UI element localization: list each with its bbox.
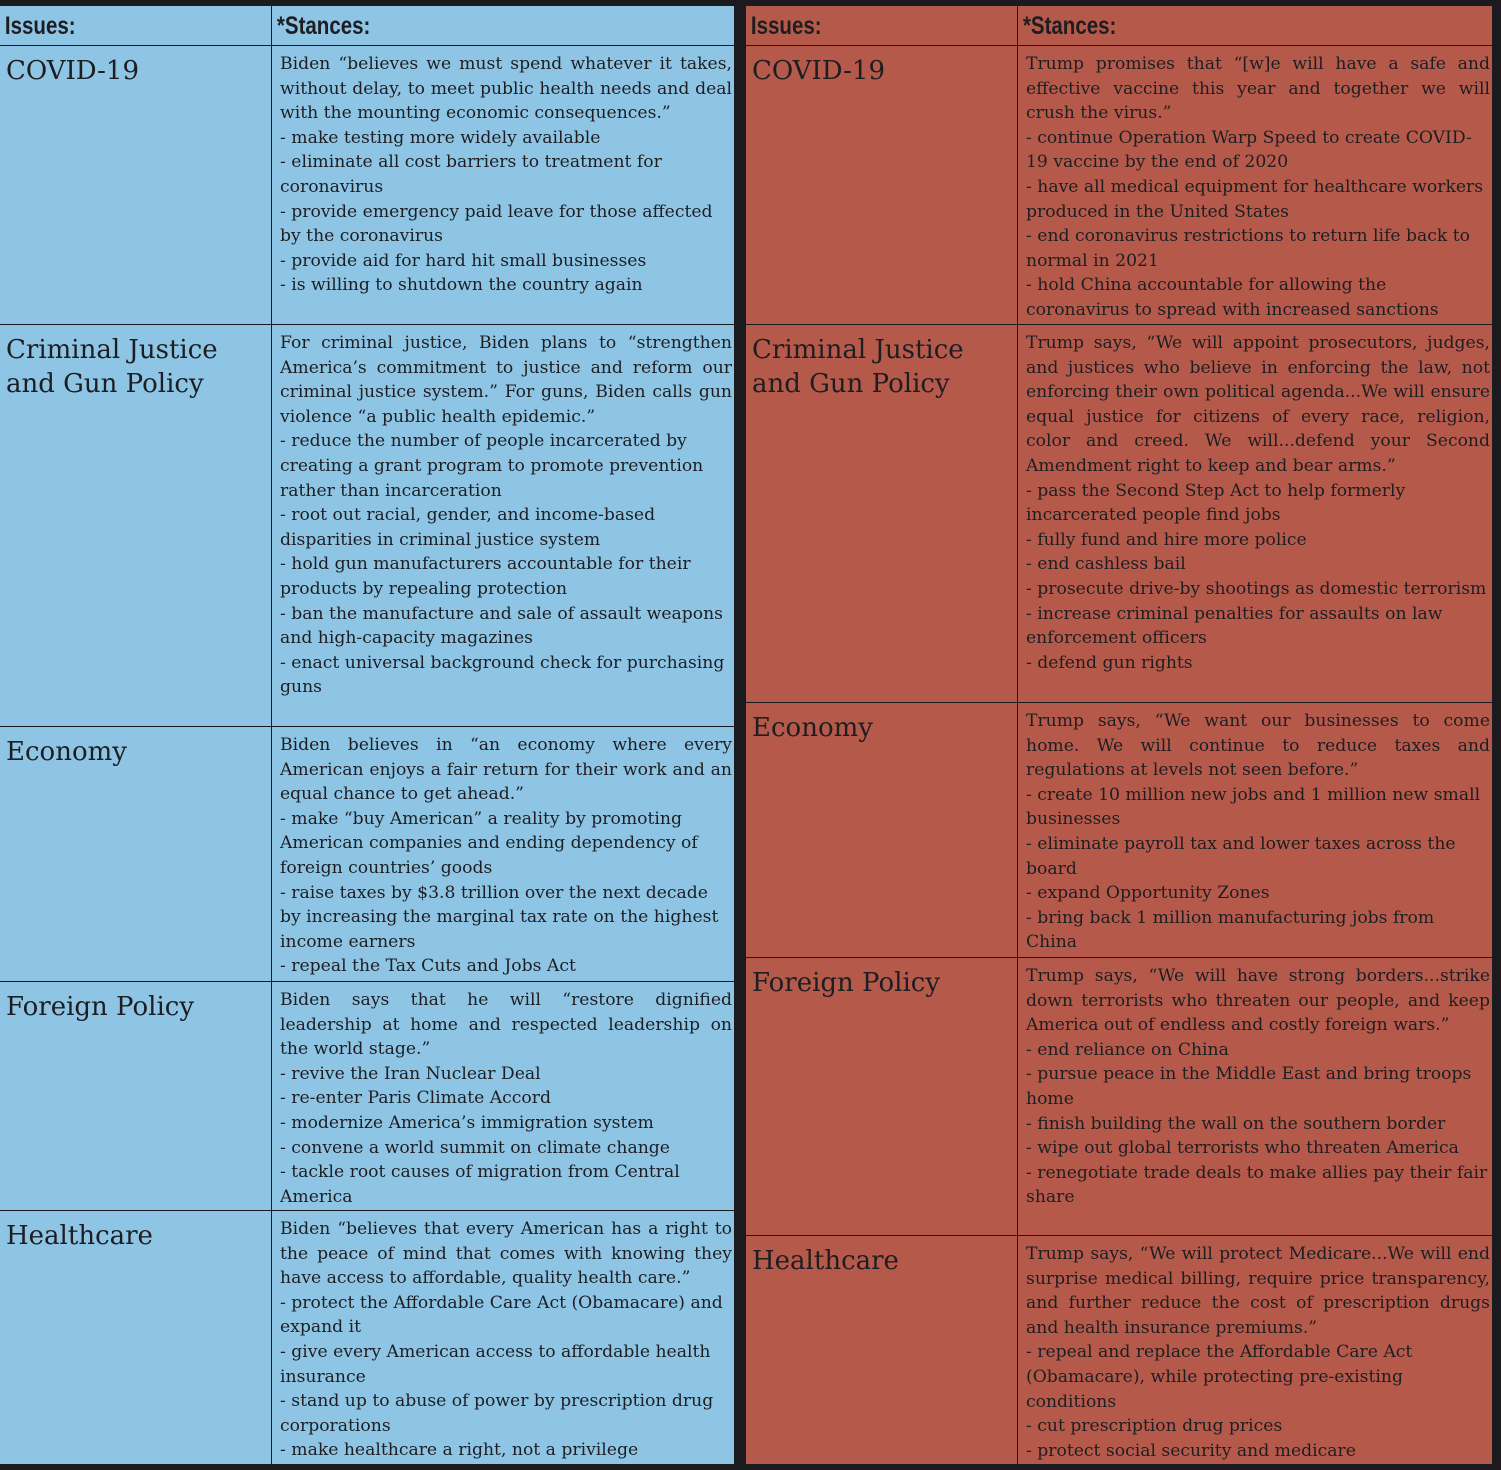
- stance-point: - prosecute drive-by shootings as domestic terrorism: [1026, 578, 1487, 599]
- stance-point: - convene a world summit on climate change: [280, 1137, 670, 1158]
- issue-title: Foreign Policy: [6, 992, 195, 1022]
- stance-point: - repeal the Tax Cuts and Jobs Act: [280, 956, 576, 977]
- issue-cell: [0, 325, 272, 727]
- issue-cell: [746, 325, 1018, 703]
- stance-point: - fully fund and hire more police: [1026, 529, 1307, 550]
- stance-cell: [1018, 958, 1492, 1236]
- stances-header: *Stances:: [1022, 12, 1117, 40]
- stance-point: - bring back 1 million manufacturing jobs from China: [1026, 907, 1435, 953]
- column-divider: [734, 0, 746, 1470]
- issue-cell: [0, 1211, 272, 1464]
- stance-point: - pursue peace in the Middle East and bring troops home: [1026, 1064, 1472, 1109]
- stance-point: - pass the Second Step Act to help formerly incarcerated people find jobs: [1026, 480, 1406, 526]
- stance-point: - expand Opportunity Zones: [1026, 883, 1270, 904]
- stance-cell: [1018, 703, 1492, 958]
- issue-title: COVID-19: [6, 56, 139, 86]
- issue-title: Foreign Policy: [752, 968, 941, 998]
- issue-title: Economy: [6, 737, 127, 767]
- issue-title: Economy: [752, 713, 873, 743]
- issues-header: Issues:: [4, 12, 76, 40]
- stance-cell: [272, 325, 734, 727]
- issues-header-cell: [0, 6, 272, 46]
- stance-quote: Biden believes in “an economy where every American enjoys a fair return for their work and an equal chance to get ahead.”: [280, 735, 732, 805]
- stance-point: - hold China accountable for allowing the coronavirus to spread with increased sanctions: [1026, 275, 1439, 320]
- stances-header-cell: [1018, 6, 1492, 46]
- stance-point: - have all medical equipment for healthcare workers produced in the United States: [1026, 176, 1484, 222]
- stance-point: - revive the Iran Nuclear Deal: [280, 1063, 541, 1084]
- stance-point: - stand up to abuse of power by prescription drug corporations: [280, 1391, 714, 1436]
- stance-point: - make testing more widely available: [280, 127, 601, 148]
- stance-quote: Biden says that he will “restore dignified leadership at home and respected leadership on the world stage.”: [280, 990, 732, 1060]
- stance-point: - make healthcare a right, not a privilege: [280, 1440, 639, 1461]
- stance-quote: Biden “believes we must spend whatever it takes, without delay, to meet public health needs and deal with the mounting economic consequences.”: [280, 54, 732, 124]
- stance-point: - wipe out global terrorists who threaten America: [1026, 1138, 1459, 1159]
- stance-point: - protect social security and medicare: [1026, 1440, 1356, 1461]
- stance-cell: [1018, 46, 1492, 325]
- stance-point: - finish building the wall on the southern border: [1026, 1113, 1446, 1134]
- stance-point: - end coronavirus restrictions to return life back to normal in 2021: [1026, 226, 1470, 271]
- issues-header: Issues:: [750, 12, 822, 40]
- stance-point: - defend gun rights: [1026, 652, 1193, 673]
- stance-quote: Trump says, “We will appoint prosecutors, judges, and justices who believe in enforcing the law, not enforcing their own political agenda...We will ensure equal justice for citizens of every race, religion, color and creed. We will...defend your Second Amendment right to keep and bear arms.”: [1026, 333, 1490, 476]
- stance-cell: [272, 982, 734, 1211]
- stance-point: - increase criminal penalties for assaults on law enforcement officers: [1026, 603, 1443, 649]
- stance-point: - renegotiate trade deals to make allies pay their fair share: [1026, 1162, 1488, 1208]
- biden-stances-table: [0, 4, 734, 1466]
- issue-cell: [0, 727, 272, 982]
- stance-point: - make “buy American” a reality by promoting American companies and ending dependency of foreign countries’ goods: [280, 808, 698, 878]
- stance-point: - raise taxes by $3.8 trillion over the next decade by increasing the marginal tax rate on the highest income earners: [280, 882, 719, 952]
- stance-point: - reduce the number of people incarcerated by creating a grant program to promote prevention rather than incarceration: [280, 431, 704, 501]
- stance-point: - end cashless bail: [1026, 554, 1186, 575]
- issue-cell: [0, 46, 272, 325]
- stance-point: - re-enter Paris Climate Accord: [280, 1088, 551, 1109]
- stance-cell: [1018, 1236, 1492, 1464]
- issue-cell: [746, 1236, 1018, 1464]
- stance-quote: Biden “believes that every American has a right to the peace of mind that comes with knowing they have access to affordable, quality health care.”: [280, 1219, 732, 1289]
- stance-cell: [1018, 325, 1492, 703]
- stance-quote: Trump says, “We will have strong borders...strike down terrorists who threaten our people, and keep America out of endless and costly foreign wars.”: [1026, 966, 1490, 1036]
- stance-cell: [272, 46, 734, 325]
- stance-point: - modernize America’s immigration system: [280, 1112, 654, 1133]
- issue-cell: [746, 703, 1018, 958]
- stance-point: - enact universal background check for purchasing guns: [280, 652, 725, 698]
- stance-point: - protect the Affordable Care Act (Obamacare) and expand it: [280, 1292, 723, 1338]
- issue-cell: [746, 958, 1018, 1236]
- stances-header: *Stances:: [276, 12, 371, 40]
- stance-point: - root out racial, gender, and income-based disparities in criminal justice system: [280, 505, 656, 550]
- stance-point: - repeal and replace the Affordable Care Act (Obamacare), while protecting pre-existing conditions: [1026, 1342, 1413, 1412]
- stance-quote: For criminal justice, Biden plans to “strengthen America’s commitment to justice and reform our criminal justice system.” For guns, Biden calls gun violence “a public health epidemic.”: [280, 333, 732, 427]
- issue-cell: [746, 46, 1018, 325]
- issues-header-cell: [746, 6, 1018, 46]
- stance-point: - ban the manufacture and sale of assault weapons and high-capacity magazines: [280, 603, 724, 649]
- issue-title: Healthcare: [6, 1221, 153, 1251]
- trump-stances-table: [746, 4, 1492, 1466]
- stance-point: - provide aid for hard hit small businesses: [280, 250, 647, 271]
- stance-point: - provide emergency paid leave for those affected by the coronavirus: [280, 201, 713, 247]
- stance-point: - continue Operation Warp Speed to create COVID-19 vaccine by the end of 2020: [1026, 127, 1472, 173]
- stance-cell: [272, 727, 734, 982]
- stance-cell: [272, 1211, 734, 1464]
- issue-title: Criminal Justice and Gun Policy: [6, 335, 218, 399]
- stance-point: - is willing to shutdown the country again: [280, 275, 643, 296]
- stance-quote: Trump says, “We want our businesses to come home. We will continue to reduce taxes and regulations at levels not seen before.”: [1026, 711, 1490, 781]
- issue-title: Criminal Justice and Gun Policy: [752, 335, 964, 399]
- stance-point: - eliminate all cost barriers to treatment for coronavirus: [280, 152, 662, 197]
- issue-cell: [0, 982, 272, 1211]
- stance-point: - tackle root causes of migration from Central America: [280, 1162, 680, 1207]
- stances-header-cell: [272, 6, 734, 46]
- stance-point: - eliminate payroll tax and lower taxes across the board: [1026, 833, 1456, 879]
- stance-point: - give every American access to affordable health insurance: [280, 1341, 711, 1387]
- issue-title: Healthcare: [752, 1246, 899, 1276]
- stance-point: - create 10 million new jobs and 1 million new small businesses: [1026, 784, 1481, 830]
- stance-quote: Trump says, “We will protect Medicare...We will end surprise medical billing, require price transparency, and further reduce the cost of prescription drugs and health insurance premiums.”: [1026, 1244, 1490, 1338]
- stance-point: - end reliance on China: [1026, 1039, 1229, 1060]
- stance-quote: Trump promises that “[w]e will have a safe and effective vaccine this year and together we will crush the virus.”: [1026, 54, 1490, 124]
- issue-title: COVID-19: [752, 56, 885, 86]
- stance-point: - cut prescription drug prices: [1026, 1416, 1283, 1437]
- stance-point: - hold gun manufacturers accountable for their products by repealing protection: [280, 554, 691, 599]
